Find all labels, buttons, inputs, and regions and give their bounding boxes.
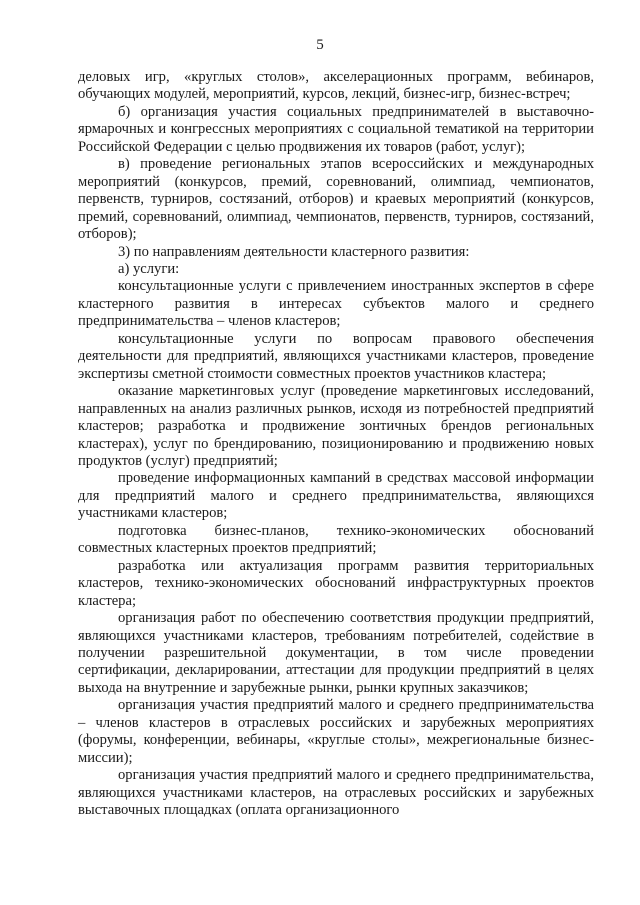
subsection-heading: а) услуги:: [118, 260, 180, 277]
paragraph: б) организация участия социальных предпринимателей в выставочно-ярмарочных и конгрессных мероприятиях с социальной тематикой на территории Российской Федерации с целью продвижения их товаров (работ, услуг);: [78, 103, 594, 155]
paragraph-continuation: деловых игр, «круглых столов», акселерационных программ, вебинаров, обучающих модулей, мероприятий, курсов, лекций, бизнес-игр, бизнес-встреч;: [78, 69, 594, 103]
paragraph: проведение информационных кампаний в средствах массовой информации для предприятий малого и среднего предпринимательства, являющихся участниками кластеров;: [78, 470, 594, 522]
page-number: 5: [316, 37, 324, 53]
paragraph: в) проведение региональных этапов всероссийских и международных мероприятий (конкурсов, премий, соревнований, олимпиад, чемпионатов, первенств, турниров, состязаний, отборов) и краевых мероприятий (конкурсов, премий, соревнований, олимпиад, чемпионатов, первенств, турниров, состязаний, отборов);: [78, 156, 594, 243]
paragraph: консультационные услуги с привлечением иностранных экспертов в сфере кластерного развития в интересах субъектов малого и среднего предпринимательства – членов кластеров;: [78, 278, 594, 330]
paragraph: организация участия предприятий малого и среднего предпринимательства – членов кластеров в отраслевых российских и зарубежных мероприятиях (форумы, конференции, вебинары, «круглые столы», межрегиональные бизнес-миссии);: [78, 697, 594, 766]
paragraph: подготовка бизнес-планов, технико-экономических обоснований совместных кластерных проектов предприятий;: [78, 522, 594, 557]
document-body: [78, 69, 594, 819]
paragraph: организация работ по обеспечению соответствия продукции предприятий, являющихся участниками кластеров, требованиям потребителей, содействие в получении разрешительной документации, в том числе проведении сертификации, декларировании, аттестации для продукции предприятий в целях выхода на внутренние и зарубежные рынки, рынки крупных заказчиков;: [78, 610, 594, 696]
paragraph: консультационные услуги по вопросам правового обеспечения деятельности для предприятий, являющихся участниками кластеров, проведение экспертизы сметной стоимости совместных проектов участников кластера;: [78, 330, 594, 382]
section-heading: 3) по направлениям деятельности кластерного развития:: [118, 243, 470, 260]
paragraph: организация участия предприятий малого и среднего предпринимательства, являющихся участниками кластеров, на отраслевых российских и зарубежных выставочных площадках (оплата организационного: [78, 767, 594, 819]
paragraph: оказание маркетинговых услуг (проведение маркетинговых исследований, направленных на анализ различных рынков, исходя из потребностей предприятий кластеров; разработка и продвижение зонтичных брендов региональных кластерах), услуг по брендированию, позиционированию и продвижению новых продуктов (услуг) предприятий;: [78, 383, 594, 469]
paragraph: разработка или актуализация программ развития территориальных кластеров, технико-экономических обоснований инфраструктурных проектов кластера;: [78, 557, 594, 609]
